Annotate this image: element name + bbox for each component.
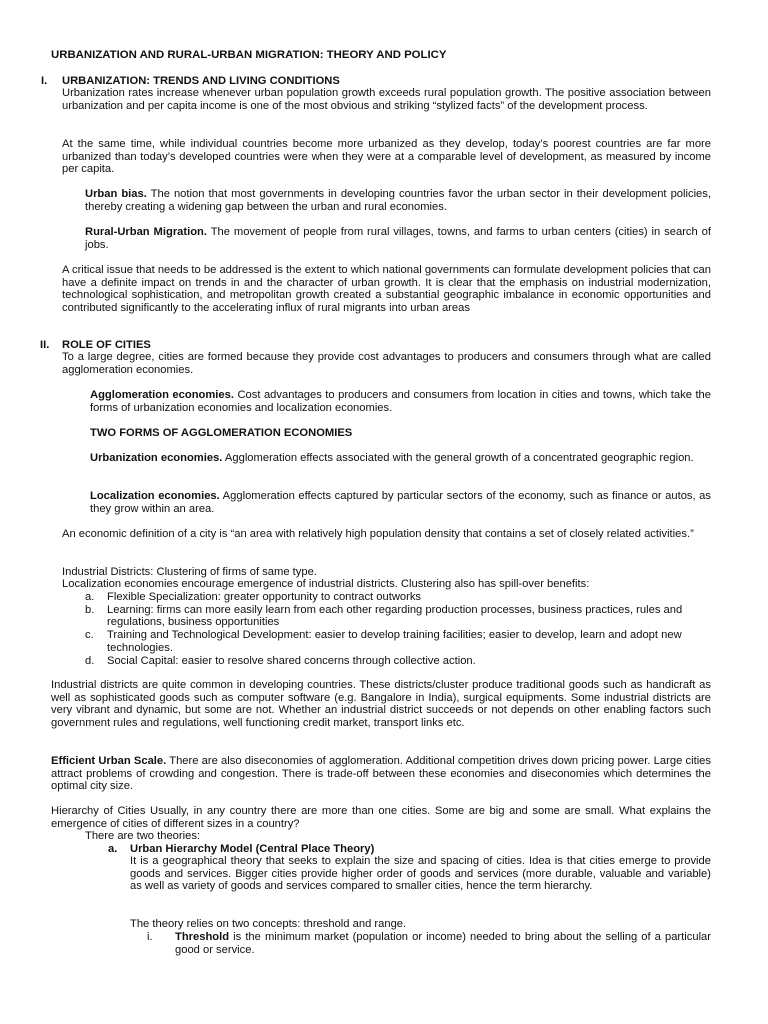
section-2-paragraph-3a: Industrial Districts: Clustering of firms of same type. [62,566,317,578]
section-2-number: II. [40,339,50,351]
list-marker: a. [85,591,95,603]
list-marker: c. [85,629,94,642]
spillover-benefits-list [85,591,711,667]
section-1-number: I. [41,75,48,87]
definition-localization-economies [90,490,711,515]
paragraph-term: Efficient Urban Scale. [51,755,167,767]
definition-term: Urbanization economies. [90,452,223,464]
section-2-paragraph-1: To a large degree, cities are formed because they provide cost advantages to producers and consumers through what are called agglomeration economies. [62,351,711,376]
theory-a-marker: a. [108,843,118,855]
definition-urbanization-economies [90,452,711,465]
section-2-paragraph-5 [51,755,711,793]
list-item [85,591,711,604]
definition-text: The movement of people from rural villages, towns, and farms to urban centers (cities) in search of jobs. [85,226,711,251]
list-marker: b. [85,603,95,616]
list-item [85,604,711,629]
definition-agglomeration-economies [90,389,711,414]
definition-term: Agglomeration economies. [90,389,234,401]
section-2-paragraph-6: Hierarchy of Cities Usually, in any country there are more than one cities. Some are big and some are small. What explains the emergence of cities of different sizes in a country? [51,805,711,830]
section-1-paragraph-1: Urbanization rates increase whenever urban population growth exceeds rural population growth. The positive association between urbanization and per capita income is one of the most obvious and striking “stylized facts” of the development process. [62,87,711,112]
list-text: Training and Technological Development: easier to develop training facilities; easier to develop, learn and adopt new technologies. [107,629,682,654]
item-i-threshold [175,931,711,956]
definition-text: The notion that most governments in developing countries favor the urban sector in their development policies, thereby creating a widening gap between the urban and rural economies. [85,188,711,213]
document-title: URBANIZATION AND RURAL-URBAN MIGRATION: THEORY AND POLICY [51,49,447,61]
list-text: Learning: firms can more easily learn from each other regarding production processes, business practices, rules and regulations, business opportunities [107,603,683,629]
definition-text: Agglomeration effects associated with the general growth of a concentrated geographic region. [222,452,694,464]
item-text: is the minimum market (population or income) needed to bring about the selling of a particular good or service. [175,931,711,956]
list-text: Flexible Specialization: greater opportunity to contract outworks [107,591,422,603]
subheading-two-forms: TWO FORMS OF AGGLOMERATION ECONOMIES [90,427,353,439]
theory-a-paragraph-1: It is a geographical theory that seeks to explain the size and spacing of cities. Idea is that cities emerge to provide goods and services. Bigger cities provide higher order of goods and services (more durable, valuable and variable) as well as variety of goods and services compared to smaller cities, hence the term hierarchy. [130,855,711,893]
list-item [85,655,711,668]
definition-term: Localization economies. [90,490,220,502]
section-1-heading: URBANIZATION: TRENDS AND LIVING CONDITIONS [62,75,340,87]
definition-text: Cost advantages to producers and consumers from location in cities and towns, which take the forms of urbanization economies and localization economies. [90,389,711,414]
definition-text: Agglomeration effects captured by particular sectors of the economy, such as finance or autos, as they grow within an area. [90,490,711,515]
section-2-heading: ROLE OF CITIES [62,339,151,351]
section-1-paragraph-3: A critical issue that needs to be addressed is the extent to which national governments can formulate development policies that can have a definite impact on trends in and the character of urban growth. It is clear that the emphasis on industrial modernization, technological sophistication, and metropolitan growth created a substantial geographic imbalance in economic opportunities and contributed significantly to the accelerating influx of rural migrants into urban areas [62,264,711,315]
theory-a-title: Urban Hierarchy Model (Central Place Theory) [130,843,375,855]
item-i-marker: i. [147,931,153,943]
section-2-paragraph-7: There are two theories: [85,830,201,842]
section-2-paragraph-2: An economic definition of a city is “an area with relatively high population density that contains a set of closely related activities.” [62,528,694,540]
definition-term: Rural-Urban Migration. [85,226,207,238]
list-text: Social Capital: easier to resolve shared concerns through collective action. [107,654,476,667]
definition-urban-bias [85,188,711,213]
list-item [85,629,711,654]
section-1-paragraph-2: At the same time, while individual countries become more urbanized as they develop, today’s poorest countries are far more urbanized than today’s developed countries were when they were at a comparable level of development, as measured by income per capita. [62,138,711,176]
definition-term: Urban bias. [85,188,147,200]
section-2-paragraph-3b: Localization economies encourage emergence of industrial districts. Clustering also has spill-over benefits: [62,578,590,590]
theory-a-paragraph-2: The theory relies on two concepts: threshold and range. [130,918,407,930]
item-term: Threshold [175,931,230,943]
list-marker: d. [85,654,95,667]
paragraph-text: There are also diseconomies of agglomeration. Additional competition drives down pricing power. Large cities attract problems of crowding and congestion. There is trade-off between these economies and diseconomies which determines the optimal city size. [51,755,711,793]
section-2-paragraph-4: Industrial districts are quite common in developing countries. These districts/cluster produce traditional goods such as handicraft as well as sophisticated goods such as computer software (e.g. Bangalore in India), surgical equipments. Some industrial districts are very vibrant and dynamic, but some are not. Whether an industrial district succeeds or not depends on other enabling factors such government rules and regulations, well functioning credit market, transport links etc. [51,679,711,730]
definition-rural-urban-migration [85,226,711,251]
